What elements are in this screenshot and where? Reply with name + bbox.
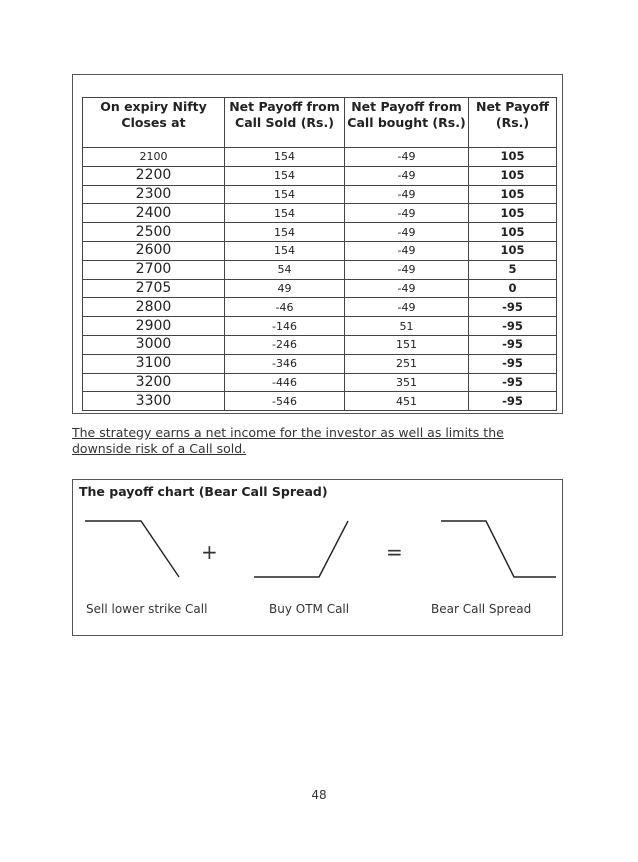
cell-call-bought: 51 <box>345 317 469 336</box>
table-row <box>83 166 557 185</box>
table-row <box>83 335 557 354</box>
caption-bear-call-spread: Bear Call Spread <box>431 602 532 616</box>
table-row <box>83 260 557 279</box>
header-call-sold: Net Payoff from Call Sold (Rs.) <box>225 98 345 148</box>
plus-sign: + <box>201 540 218 564</box>
table-row <box>83 354 557 373</box>
cell-call-sold: -546 <box>225 392 345 411</box>
bear-call-spread-payoff-line <box>441 521 556 577</box>
cell-nifty-close: 2900 <box>83 317 225 336</box>
cell-call-sold: -446 <box>225 373 345 392</box>
cell-net-payoff: -95 <box>469 373 557 392</box>
cell-call-sold: -246 <box>225 335 345 354</box>
cell-net-payoff: 0 <box>469 279 557 298</box>
table-row <box>83 204 557 223</box>
cell-call-bought: -49 <box>345 148 469 167</box>
cell-call-bought: -49 <box>345 241 469 260</box>
chart-title: The payoff chart (Bear Call Spread) <box>79 484 328 499</box>
cell-nifty-close: 3100 <box>83 354 225 373</box>
cell-call-bought: 351 <box>345 373 469 392</box>
header-net-payoff: Net Payoff (Rs.) <box>469 98 557 148</box>
strategy-note: The strategy earns a net income for the investor as well as limits the downside risk of a Call sold. <box>72 425 504 456</box>
table-row <box>83 241 557 260</box>
table-row <box>83 279 557 298</box>
equals-sign: = <box>386 540 403 564</box>
cell-net-payoff: 105 <box>469 241 557 260</box>
cell-call-sold: 154 <box>225 185 345 204</box>
table-row <box>83 185 557 204</box>
caption-buy-call: Buy OTM Call <box>269 602 350 616</box>
cell-call-bought: -49 <box>345 166 469 185</box>
cell-call-sold: -346 <box>225 354 345 373</box>
cell-nifty-close: 2700 <box>83 260 225 279</box>
cell-net-payoff: 105 <box>469 148 557 167</box>
cell-call-sold: 154 <box>225 223 345 242</box>
cell-net-payoff: 105 <box>469 223 557 242</box>
cell-call-sold: 154 <box>225 148 345 167</box>
payoff-chart-box <box>72 479 563 636</box>
cell-nifty-close: 2600 <box>83 241 225 260</box>
cell-nifty-close: 2300 <box>83 185 225 204</box>
cell-net-payoff: -95 <box>469 298 557 317</box>
caption-sell-call: Sell lower strike Call <box>86 602 208 616</box>
cell-net-payoff: -95 <box>469 354 557 373</box>
table-body <box>83 148 557 411</box>
cell-nifty-close: 2200 <box>83 166 225 185</box>
table-row <box>83 148 557 167</box>
table-row <box>83 223 557 242</box>
cell-net-payoff: -95 <box>469 392 557 411</box>
header-nifty-close: On expiry Nifty Closes at <box>83 98 225 148</box>
payoff-table-frame <box>72 74 563 414</box>
cell-nifty-close: 3000 <box>83 335 225 354</box>
payoff-table <box>82 97 557 411</box>
cell-nifty-close: 2705 <box>83 279 225 298</box>
cell-call-sold: 154 <box>225 166 345 185</box>
cell-net-payoff: 5 <box>469 260 557 279</box>
cell-call-bought: 151 <box>345 335 469 354</box>
cell-net-payoff: 105 <box>469 166 557 185</box>
page-number: 48 <box>311 788 327 802</box>
cell-net-payoff: -95 <box>469 335 557 354</box>
cell-net-payoff: 105 <box>469 185 557 204</box>
table-row <box>83 392 557 411</box>
cell-call-sold: 154 <box>225 204 345 223</box>
cell-nifty-close: 3200 <box>83 373 225 392</box>
cell-call-bought: -49 <box>345 260 469 279</box>
cell-call-bought: -49 <box>345 185 469 204</box>
header-call-bought: Net Payoff from Call bought (Rs.) <box>345 98 469 148</box>
cell-nifty-close: 2100 <box>83 148 225 167</box>
cell-call-bought: -49 <box>345 223 469 242</box>
table-header-row <box>83 98 557 148</box>
cell-call-sold: 154 <box>225 241 345 260</box>
cell-call-bought: 451 <box>345 392 469 411</box>
cell-call-sold: 54 <box>225 260 345 279</box>
cell-call-bought: -49 <box>345 204 469 223</box>
cell-net-payoff: 105 <box>469 204 557 223</box>
cell-call-bought: 251 <box>345 354 469 373</box>
cell-nifty-close: 2800 <box>83 298 225 317</box>
buy-call-payoff-line <box>254 521 348 577</box>
table-row <box>83 317 557 336</box>
cell-call-sold: -46 <box>225 298 345 317</box>
sell-call-payoff-line <box>85 521 179 577</box>
cell-net-payoff: -95 <box>469 317 557 336</box>
cell-nifty-close: 2500 <box>83 223 225 242</box>
cell-call-bought: -49 <box>345 298 469 317</box>
cell-call-sold: 49 <box>225 279 345 298</box>
table-row <box>83 373 557 392</box>
cell-call-sold: -146 <box>225 317 345 336</box>
cell-nifty-close: 3300 <box>83 392 225 411</box>
table-row <box>83 298 557 317</box>
cell-call-bought: -49 <box>345 279 469 298</box>
cell-nifty-close: 2400 <box>83 204 225 223</box>
